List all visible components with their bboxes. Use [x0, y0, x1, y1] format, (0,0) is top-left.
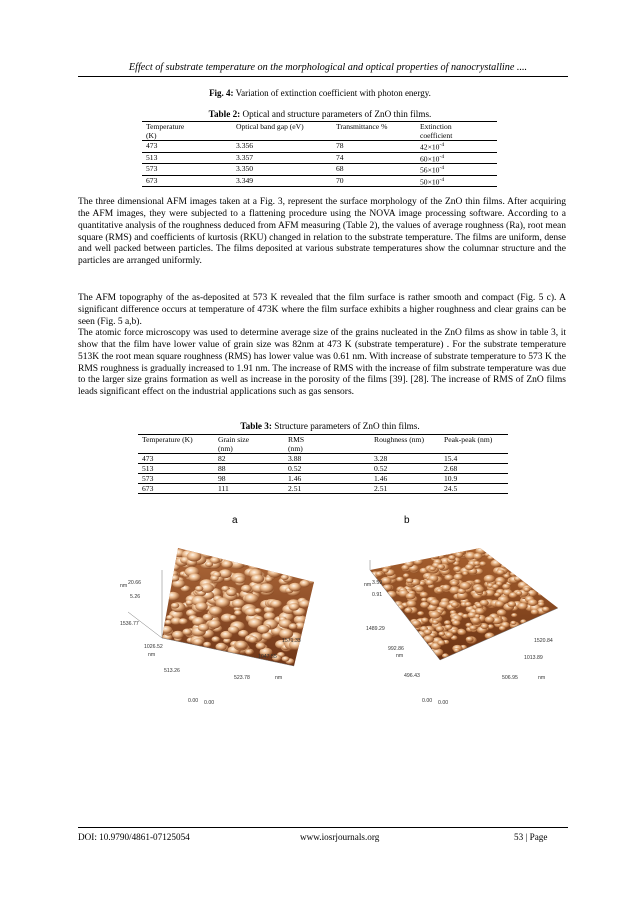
table-cell: 88	[214, 464, 284, 474]
afm-grain	[216, 643, 227, 651]
afm-grain	[189, 573, 201, 582]
afm-grain	[403, 573, 409, 578]
afm-grain	[501, 564, 508, 569]
table-3-caption	[130, 421, 530, 431]
origin-label: 0.00	[438, 700, 449, 706]
afm-grain	[473, 561, 480, 566]
table-3	[138, 434, 508, 494]
cell-exponent: -4	[439, 153, 445, 160]
afm-grain	[504, 574, 511, 579]
table-cell: 0.52	[284, 464, 370, 474]
afm-grain	[496, 569, 504, 575]
table-3-header-row	[138, 435, 508, 454]
afm-grain	[401, 565, 409, 571]
table-cell: 573	[142, 164, 232, 176]
afm-grain	[511, 613, 517, 617]
afm-grain	[497, 609, 507, 616]
running-title: Effect of substrate temperature on the morphological and optical properties of nanocrystalline ....	[128, 62, 528, 73]
header-line: Roughness (nm)	[374, 435, 424, 444]
figure-4-caption	[120, 88, 520, 98]
table-cell: 1.46	[284, 474, 370, 484]
table-cell: 74	[332, 152, 416, 164]
afm-grain	[268, 568, 282, 578]
y-tick-label: 513.26	[164, 668, 180, 674]
afm-grain	[451, 602, 459, 608]
origin-label: 0.00	[204, 700, 215, 706]
afm-grain	[212, 636, 220, 642]
afm-grain	[289, 583, 302, 592]
afm-grain	[471, 617, 481, 624]
afm-grain	[289, 603, 300, 611]
y-tick-label: 496.43	[404, 673, 420, 679]
afm-grain	[462, 571, 468, 575]
origin-label: 0.00	[422, 698, 433, 704]
afm-grain	[264, 612, 275, 620]
header-line: coefficient	[420, 131, 453, 140]
afm-grain	[473, 553, 483, 560]
y-tick-label: 1536.77	[120, 621, 139, 627]
table-3-header-cell	[284, 435, 370, 454]
afm-grain	[172, 631, 184, 639]
afm-grain	[518, 603, 528, 610]
y-unit-label: nm	[396, 653, 404, 659]
z-mid-label: 0.91	[372, 592, 383, 598]
afm-grain	[406, 578, 413, 583]
x-tick-label: 1520.84	[534, 638, 553, 644]
table-cell	[416, 141, 497, 153]
afm-grain	[245, 649, 253, 655]
afm-grain	[381, 577, 392, 585]
afm-grain	[396, 577, 404, 582]
afm-grain	[487, 555, 494, 560]
table-3-header-cell	[138, 435, 214, 454]
afm-grain	[465, 564, 474, 570]
afm-grain	[502, 584, 510, 590]
table-cell: 473	[142, 141, 232, 153]
afm-grain	[455, 552, 463, 558]
paragraph-afm-topography: The AFM topography of the as-deposited at 573 K revealed that the film surface is rather smooth and compact (Fig. 5 c). A significant difference occurs at temperature of 473K where the film surface exhibits a higher roughness and clear grains can be seen (Fig. 5 a,b).	[78, 293, 566, 327]
table-cell: 78	[332, 141, 416, 153]
x-unit-label: nm	[275, 675, 283, 681]
footer-doi: DOI: 10.9790/4861-07125054	[78, 832, 190, 842]
afm-grain	[444, 575, 453, 581]
afm-grain	[413, 559, 423, 566]
footer-page-number: 53 | Page	[514, 832, 548, 842]
table-3-header-cell	[370, 435, 440, 454]
table-row	[138, 474, 508, 484]
afm-grain	[507, 601, 516, 607]
afm-image-panel-b	[362, 540, 592, 710]
table-cell: 68	[332, 164, 416, 176]
table-cell: 0.52	[370, 464, 440, 474]
afm-grain	[420, 592, 428, 598]
afm-grain	[466, 637, 474, 642]
table-cell: 111	[214, 484, 284, 494]
afm-grain	[510, 572, 517, 577]
header-line: (nm)	[218, 444, 233, 453]
table-cell: 70	[332, 175, 416, 187]
afm-grain	[432, 648, 443, 656]
afm-grain	[479, 561, 486, 566]
afm-grain	[465, 602, 472, 607]
afm-grain	[452, 620, 460, 626]
origin-label: 0.00	[188, 698, 199, 704]
afm-grain	[382, 568, 389, 573]
paragraph-grain-size: The atomic force microscopy was used to determine average size of the grains nucleated in the ZnO films as show in table 3, it show that the film have lower value of grain size was 82nm at 473 K (substrate temperature) . For the substrate temperature 513K the root mean square roughness (RMS) has lower value was 0.61 nm. With increase of substrate temperature to 573 K the RMS roughness is gradually increased to 1.91 nm. The increase of RMS with the increase of film substrate temperature was due to the larger size grains formation as well as increase in the porosity of the films [39]. [28]. The increase of RMS of ZnO films leads significant effect on the industrial applications such as gas sensors.	[78, 328, 566, 398]
table-cell: 24.5	[440, 484, 508, 494]
table-cell: 2.68	[440, 464, 508, 474]
afm-grain	[429, 611, 440, 619]
afm-grain	[406, 593, 416, 600]
z-max-label: 3.59	[372, 580, 383, 586]
header-line: Optical band gap (eV)	[236, 122, 304, 131]
header-line: Peak-peak (nm)	[444, 435, 493, 444]
afm-grain	[251, 574, 264, 583]
table-2-label: Table 2:	[208, 109, 241, 119]
afm-grain	[179, 618, 188, 624]
afm-grain	[232, 599, 245, 608]
afm-grain	[523, 587, 530, 592]
afm-grain	[423, 635, 434, 643]
cell-exponent: -4	[439, 176, 445, 183]
afm-grain	[215, 598, 230, 608]
afm-grain	[480, 600, 489, 606]
afm-grain	[404, 608, 412, 614]
afm-grain	[203, 642, 211, 648]
table-row	[142, 164, 497, 176]
x-tick-label: 1047.55	[258, 654, 277, 660]
afm-grain	[161, 626, 172, 634]
table-cell: 10.9	[440, 474, 508, 484]
table-cell: 2.51	[284, 484, 370, 494]
z-unit-label: nm	[120, 583, 128, 589]
afm-grain	[282, 656, 290, 661]
table-row	[142, 141, 497, 153]
table-cell: 1.46	[370, 474, 440, 484]
afm-grain	[198, 624, 209, 632]
afm-grain	[209, 606, 223, 615]
table-row	[138, 484, 508, 494]
afm-grain	[265, 577, 273, 583]
table-cell	[416, 175, 497, 187]
cell-base: 60×10	[420, 154, 440, 164]
afm-grain	[485, 616, 495, 623]
table-cell: 473	[138, 454, 214, 464]
y-tick-label: 1026.52	[144, 644, 163, 650]
table-2-header-cell	[232, 122, 332, 141]
afm-grain	[193, 638, 204, 645]
z-mid-label: 5.26	[130, 594, 141, 600]
afm-grain	[442, 585, 451, 591]
y-tick-label: 1489.29	[366, 626, 385, 632]
table-2-header-cell	[142, 122, 232, 141]
x-tick-label: 1013.89	[524, 655, 543, 661]
table-2-header-cell	[332, 122, 416, 141]
afm-grain	[256, 642, 266, 649]
table-row	[142, 152, 497, 164]
table-cell: 673	[142, 175, 232, 187]
table-row	[138, 464, 508, 474]
afm-grain	[187, 551, 202, 561]
afm-grain	[474, 586, 484, 593]
afm-grain	[415, 586, 424, 593]
afm-grain	[438, 632, 445, 637]
z-max-label: 20.66	[128, 580, 141, 586]
header-line: Temperature (K)	[142, 435, 193, 444]
afm-grain	[458, 629, 467, 635]
table-cell: 3.357	[232, 152, 332, 164]
afm-grain	[454, 648, 461, 653]
afm-grain	[228, 626, 239, 634]
table-cell: 98	[214, 474, 284, 484]
afm-grain	[475, 608, 485, 615]
header-rule	[78, 76, 568, 77]
afm-grains-a	[161, 549, 317, 664]
afm-grain	[420, 602, 429, 608]
afm-grain	[182, 629, 192, 636]
afm-grain	[538, 592, 544, 596]
table-cell: 3.349	[232, 175, 332, 187]
afm-grain	[260, 583, 274, 593]
header-line: Grain size	[218, 435, 249, 444]
afm-grain	[425, 580, 434, 586]
afm-grain	[211, 576, 219, 582]
table-cell: 3.28	[370, 454, 440, 464]
table-3-label: Table 3:	[240, 421, 272, 431]
afm-grain	[248, 636, 258, 643]
afm-grain	[421, 618, 429, 623]
table-3-header-cell	[440, 435, 508, 454]
afm-grain	[538, 602, 545, 607]
header-line: Temperature	[146, 122, 185, 131]
afm-grain	[444, 620, 451, 625]
afm-grain	[454, 574, 463, 581]
afm-grain	[234, 610, 242, 615]
cell-base: 50×10	[420, 177, 440, 187]
afm-grain	[417, 611, 424, 616]
z-unit-label: nm	[364, 582, 372, 588]
figure-5-panel-b-label: b	[404, 515, 410, 526]
afm-grain	[226, 589, 237, 596]
afm-grain	[481, 624, 489, 629]
afm-grain	[460, 582, 471, 590]
afm-grain	[437, 564, 445, 570]
afm-grain	[531, 609, 539, 615]
afm-grain	[205, 561, 213, 567]
afm-grain	[492, 584, 499, 589]
afm-grain	[451, 629, 457, 633]
afm-grain	[383, 584, 393, 591]
afm-grain	[495, 601, 505, 608]
paragraph-afm-images: The three dimensional AFM images taken at a Fig. 3, represent the surface morphology of the ZnO thin films. After acquiring the AFM images, they were subjected to a flattening procedure using the NOVA image processing software. According to a quantitative analysis of the roughness deduced from AFM measuring (Table 2), the values of average roughness (Ra), root mean square (RMS) and coefficients of kurtosis (RKU) changed in relation to the substrate temperature. The films are uniform, dense and well packed between particles. The films deposited at various substrate temperatures show the columnar structure and the particles are arranged uniformly.	[78, 197, 566, 267]
afm-grain	[235, 576, 246, 583]
afm-grain	[406, 600, 416, 607]
afm-grain	[491, 559, 502, 567]
table-row	[142, 175, 497, 187]
afm-grain	[221, 560, 232, 568]
header-line: Transmittance %	[336, 122, 388, 131]
afm-grain	[514, 576, 522, 581]
afm-grain	[528, 599, 538, 606]
afm-grain	[208, 620, 221, 629]
figure-4-caption-text: Variation of extinction coefficient with photon energy.	[233, 88, 431, 98]
afm-grain	[431, 553, 439, 559]
y-tick-label: 992.86	[388, 646, 404, 652]
table-2-caption	[100, 109, 540, 119]
afm-image-panel-a	[118, 540, 348, 710]
afm-grain	[448, 555, 455, 560]
table-cell: 82	[214, 454, 284, 464]
afm-grain	[516, 591, 523, 596]
afm-grain	[445, 624, 453, 629]
figure-4-label: Fig. 4:	[209, 88, 234, 98]
afm-grain	[289, 623, 298, 629]
cell-exponent: -4	[439, 165, 445, 172]
afm-grain	[386, 591, 396, 598]
afm-grain	[436, 589, 443, 594]
cell-base: 56×10	[420, 165, 440, 175]
afm-grain	[229, 615, 237, 620]
afm-grain	[281, 575, 289, 581]
afm-grain	[450, 580, 458, 586]
afm-grain	[542, 607, 550, 612]
afm-grain	[257, 625, 269, 634]
table-cell: 673	[138, 484, 214, 494]
afm-grain	[499, 626, 506, 631]
cell-exponent: -4	[439, 142, 445, 148]
table-cell: 3.356	[232, 141, 332, 153]
afm-grain	[436, 626, 444, 632]
afm-grain	[170, 575, 179, 581]
header-line: Extinction	[420, 122, 452, 131]
afm-grain	[166, 592, 179, 601]
table-cell: 573	[138, 474, 214, 484]
table-cell: 3.350	[232, 164, 332, 176]
afm-grain	[195, 602, 207, 611]
afm-grain	[245, 594, 259, 604]
header-line: (nm)	[288, 444, 303, 453]
afm-grain	[494, 593, 501, 598]
table-cell: 15.4	[440, 454, 508, 464]
afm-grain	[270, 600, 282, 608]
afm-grain	[235, 641, 247, 649]
afm-grain	[299, 600, 310, 608]
table-cell	[416, 152, 497, 164]
x-tick-label: 1571.33	[282, 638, 301, 644]
afm-grain	[432, 620, 439, 625]
afm-grain	[469, 625, 477, 630]
afm-grain	[171, 603, 179, 609]
afm-grain	[375, 571, 383, 576]
afm-grain	[484, 575, 495, 583]
figure-5-panel-a-label: a	[232, 515, 238, 526]
afm-grain	[254, 608, 262, 613]
table-2-header-row	[142, 122, 497, 141]
afm-grain	[241, 585, 252, 593]
y-unit-label: nm	[148, 652, 156, 658]
x-tick-label: 506.95	[502, 675, 518, 681]
afm-grain	[411, 620, 421, 627]
table-2	[142, 121, 497, 187]
afm-grain	[195, 586, 203, 592]
afm-grain	[429, 567, 436, 572]
table-cell: 513	[142, 152, 232, 164]
table-2-header-cell	[416, 122, 497, 141]
afm-grain	[421, 598, 427, 602]
header-line: (K)	[146, 131, 157, 140]
footer-rule	[78, 827, 568, 828]
x-unit-label: nm	[538, 675, 546, 681]
afm-grain	[262, 633, 273, 640]
table-cell: 513	[138, 464, 214, 474]
table-3-header-cell	[214, 435, 284, 454]
table-row	[138, 454, 508, 464]
afm-grain	[510, 621, 516, 625]
header-line: RMS	[288, 435, 305, 444]
afm-grain	[397, 605, 404, 610]
cell-base: 42×10	[420, 142, 440, 152]
afm-grain	[430, 599, 440, 606]
footer-website-link[interactable]: www.iosrjournals.org	[300, 832, 380, 842]
afm-grain	[442, 653, 449, 658]
table-cell: 2.51	[370, 484, 440, 494]
afm-grain	[445, 632, 453, 638]
table-3-caption-text: Structure parameters of ZnO thin films.	[271, 421, 420, 431]
table-cell: 3.88	[284, 454, 370, 464]
table-2-caption-text: Optical and structure parameters of ZnO thin films.	[240, 109, 432, 119]
afm-grain	[437, 640, 445, 646]
x-tick-label: 523.78	[234, 675, 250, 681]
table-cell	[416, 164, 497, 176]
afm-grain	[424, 629, 432, 635]
